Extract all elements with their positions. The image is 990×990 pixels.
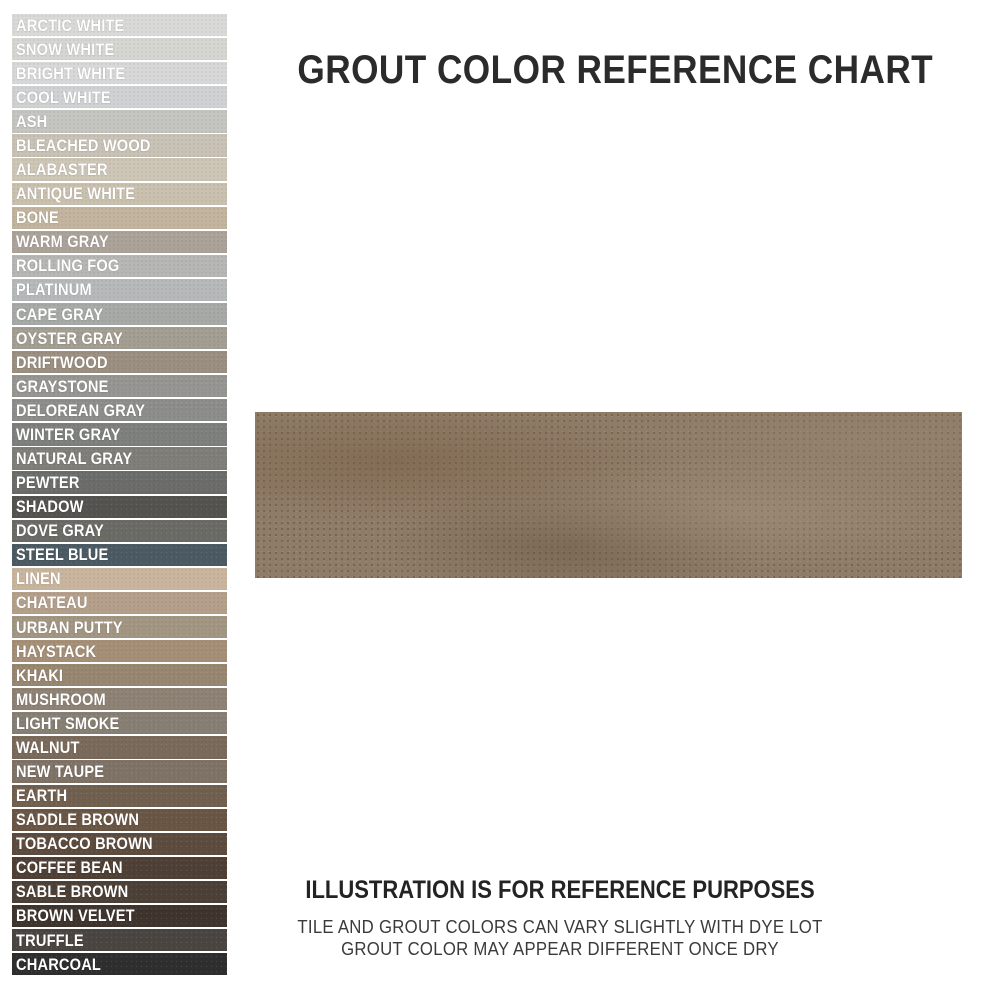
swatch-label: PEWTER: [16, 473, 80, 493]
swatch-label: SADDLE BROWN: [16, 810, 140, 830]
grout-swatch[interactable]: [12, 785, 227, 807]
swatch-label: WINTER GRAY: [16, 424, 121, 444]
swatch-label: LIGHT SMOKE: [16, 713, 120, 733]
swatch-label: BROWN VELVET: [16, 906, 135, 926]
grout-swatch[interactable]: [12, 423, 227, 445]
swatch-label: URBAN PUTTY: [16, 617, 123, 637]
grout-swatch[interactable]: [12, 158, 227, 180]
swatch-label: WARM GRAY: [16, 232, 109, 252]
swatch-label: HAYSTACK: [16, 641, 97, 661]
swatch-label: SNOW WHITE: [16, 39, 115, 59]
swatch-label: ALABASTER: [16, 160, 108, 180]
disclaimer-dry-color-note: GROUT COLOR MAY APPEAR DIFFERENT ONCE DRY: [341, 939, 779, 959]
swatch-label: WALNUT: [16, 737, 80, 757]
swatch-label: CHATEAU: [16, 593, 88, 613]
swatch-label: CHARCOAL: [16, 954, 102, 974]
grout-swatch[interactable]: [12, 953, 227, 975]
grout-swatch[interactable]: [12, 640, 227, 662]
swatch-label: BRIGHT WHITE: [16, 63, 126, 83]
swatch-label: EARTH: [16, 786, 68, 806]
grout-swatch[interactable]: [12, 760, 227, 782]
swatch-label: CAPE GRAY: [16, 304, 104, 324]
swatch-label: ASH: [16, 111, 48, 131]
swatch-label: BLEACHED WOOD: [16, 135, 151, 155]
grout-swatch[interactable]: [12, 905, 227, 927]
swatch-label: DRIFTWOOD: [16, 352, 108, 372]
grout-swatch[interactable]: [12, 110, 227, 132]
grout-swatch[interactable]: [12, 471, 227, 493]
grout-swatch[interactable]: [12, 616, 227, 638]
disclaimer-dye-lot-note: TILE AND GROUT COLORS CAN VARY SLIGHTLY WITH DYE LOT: [297, 917, 823, 937]
swatch-label: NATURAL GRAY: [16, 449, 133, 468]
grout-swatch[interactable]: [12, 544, 227, 566]
grout-swatch[interactable]: [12, 592, 227, 614]
grout-swatch[interactable]: [12, 327, 227, 349]
swatch-label: STEEL BLUE: [16, 545, 109, 565]
swatch-label: OYSTER GRAY: [16, 328, 123, 348]
grout-swatch[interactable]: [12, 399, 227, 421]
grout-swatch[interactable]: [12, 279, 227, 301]
swatch-label: TOBACCO BROWN: [16, 834, 153, 854]
swatch-label: LINEN: [16, 569, 61, 589]
swatch-label: GRAYSTONE: [16, 376, 109, 396]
grout-swatch[interactable]: [12, 857, 227, 879]
grout-swatch[interactable]: [12, 736, 227, 758]
chart-title: GROUT COLOR REFERENCE CHART: [297, 48, 934, 92]
grout-swatch[interactable]: [12, 303, 227, 325]
swatch-label: TRUFFLE: [16, 930, 84, 950]
grout-swatch[interactable]: [12, 231, 227, 253]
swatch-label: KHAKI: [16, 665, 64, 685]
swatch-label: COOL WHITE: [16, 87, 111, 107]
swatch-label: COFFEE BEAN: [16, 858, 123, 878]
swatch-label: PLATINUM: [16, 280, 92, 300]
swatch-label: DOVE GRAY: [16, 521, 104, 541]
swatch-label: NEW TAUPE: [16, 762, 105, 782]
grout-swatch[interactable]: [12, 712, 227, 734]
swatch-label: SHADOW: [16, 497, 84, 517]
grout-swatch[interactable]: [12, 351, 227, 373]
grout-swatch[interactable]: [12, 520, 227, 542]
grout-swatch[interactable]: [12, 688, 227, 710]
grout-swatch[interactable]: [12, 929, 227, 951]
grout-swatch[interactable]: [12, 134, 227, 156]
grout-swatch[interactable]: [12, 568, 227, 590]
grout-swatch[interactable]: [12, 86, 227, 108]
grout-swatch[interactable]: [12, 809, 227, 831]
grout-swatch[interactable]: [12, 375, 227, 397]
swatch-label: MUSHROOM: [16, 689, 106, 709]
swatch-label: DELOREAN GRAY: [16, 400, 146, 420]
swatch-label: ARCTIC WHITE: [16, 15, 125, 35]
grout-swatch[interactable]: [12, 447, 227, 469]
grout-swatch[interactable]: [12, 14, 227, 36]
disclaimer-heading: ILLUSTRATION IS FOR REFERENCE PURPOSES: [305, 876, 815, 904]
grout-swatch[interactable]: [12, 664, 227, 686]
grout-color-list: [12, 14, 227, 977]
grout-swatch[interactable]: [12, 255, 227, 277]
grout-swatch[interactable]: [12, 496, 227, 518]
grout-swatch[interactable]: [12, 207, 227, 229]
grout-swatch[interactable]: [12, 183, 227, 205]
swatch-label: ANTIQUE WHITE: [16, 184, 136, 204]
grout-swatch[interactable]: [12, 38, 227, 60]
grout-swatch[interactable]: [12, 833, 227, 855]
swatch-label: SABLE BROWN: [16, 882, 129, 902]
grout-swatch[interactable]: [12, 881, 227, 903]
swatch-label: ROLLING FOG: [16, 256, 120, 276]
grout-swatch[interactable]: [12, 62, 227, 84]
swatch-label: BONE: [16, 208, 59, 228]
tile-grout-preview: [255, 412, 962, 578]
